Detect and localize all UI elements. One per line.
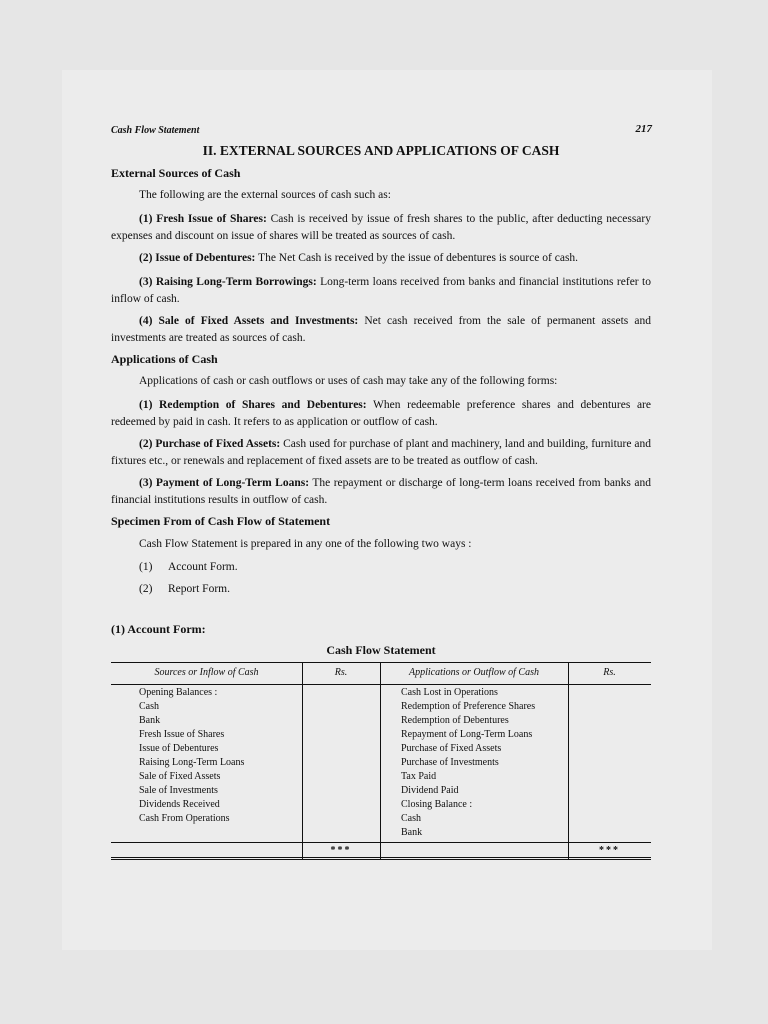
- table-row: Cash Lost in Operations: [401, 687, 498, 698]
- table-row: Issue of Debentures: [139, 743, 219, 754]
- applications-intro: Applications of cash or cash outflows or uses of cash may take any of the following forms:: [139, 375, 558, 387]
- table-row: Dividend Paid: [401, 785, 459, 796]
- table-row: Purchase of Fixed Assets: [401, 743, 502, 754]
- source-item-text: Cash is received by issue of fresh shares to the public, after deducting necessary expenses and discount on issue of shares will be treated as sources of cash.: [111, 213, 651, 242]
- table-row: Raising Long-Term Loans: [139, 757, 245, 768]
- application-item-3: [111, 475, 651, 509]
- specimen-way-2: [139, 583, 230, 595]
- source-item-2: [111, 250, 651, 267]
- table-row: Dividends Received: [139, 799, 220, 810]
- specimen-heading: Specimen From of Cash Flow of Statement: [111, 514, 331, 528]
- specimen-intro: Cash Flow Statement is prepared in any one of the following two ways :: [139, 538, 472, 550]
- table-row: Redemption of Debentures: [401, 715, 509, 726]
- column-header-applications: Applications or Outflow of Cash: [408, 667, 539, 678]
- sources-list: [139, 686, 244, 826]
- page-number: 217: [635, 123, 652, 135]
- table-bottom-rule: [111, 857, 651, 858]
- table-column-divider: [380, 662, 381, 859]
- source-item-text: Long-term loans received from banks and financial institutions refer to inflow of cash.: [111, 276, 651, 305]
- source-item-1: [111, 211, 651, 245]
- table-row: Sale of Investments: [139, 785, 218, 796]
- application-item-text: Cash used for purchase of plant and machinery, land and building, furniture and fixtures etc., or renewals and replacement of fixed assets are to be treated as outflow of cash.: [111, 438, 651, 467]
- table-top-rule: [111, 662, 651, 663]
- table-column-divider: [568, 662, 569, 859]
- total-left: ***: [330, 845, 352, 856]
- application-item-text: The repayment or discharge of long-term loans received from banks and financial institutions results in outflow of cash.: [111, 477, 651, 506]
- table-row: Cash: [401, 813, 421, 824]
- way-number: (2): [139, 583, 153, 595]
- running-title: Cash Flow Statement: [111, 125, 200, 136]
- column-header-rs-left: Rs.: [334, 667, 348, 678]
- table-row: Closing Balance :: [401, 799, 473, 810]
- table-row: Cash From Operations: [139, 813, 230, 824]
- table-row: Sale of Fixed Assets: [139, 771, 221, 782]
- application-item-text: When redeemable preference shares and debentures are redeemed by paid in cash. It refers to as application or outflow of cash.: [111, 399, 651, 428]
- source-item-4: [111, 313, 651, 347]
- table-bottom-double-rule: [111, 859, 651, 860]
- table-row: Fresh Issue of Shares: [139, 729, 225, 740]
- application-item-1: [111, 397, 651, 431]
- table-row: Redemption of Preference Shares: [401, 701, 536, 712]
- column-header-sources: Sources or Inflow of Cash: [154, 667, 259, 678]
- table-row: Purchase of Investments: [401, 757, 499, 768]
- external-sources-intro: The following are the external sources of cash such as:: [139, 189, 391, 201]
- table-row: Bank: [401, 827, 423, 838]
- table-row: Tax Paid: [401, 771, 437, 782]
- source-item-label: (2) Issue of Debentures:: [139, 252, 256, 264]
- external-sources-heading: External Sources of Cash: [111, 166, 241, 180]
- way-text: Report Form.: [168, 583, 230, 595]
- column-header-rs-right: Rs.: [603, 667, 616, 678]
- source-item-text: Net cash received from the sale of permanent assets and investments are treated as sources of cash.: [111, 315, 651, 344]
- application-item-label: (1) Redemption of Shares and Debentures:: [139, 399, 367, 411]
- table-row: Bank: [139, 715, 161, 726]
- table-row: Repayment of Long-Term Loans: [401, 729, 533, 740]
- table-row: Cash: [139, 701, 159, 712]
- application-item-2: [111, 436, 651, 470]
- applications-heading: Applications of Cash: [111, 352, 218, 366]
- total-right: ***: [599, 845, 620, 856]
- table-total-rule: [111, 842, 651, 843]
- section-title: II. EXTERNAL SOURCES AND APPLICATIONS OF CASH: [202, 143, 560, 158]
- application-item-label: (3) Payment of Long-Term Loans:: [139, 477, 310, 489]
- way-number: (1): [139, 561, 153, 573]
- source-item-text: The Net Cash is received by the issue of debentures is source of cash.: [255, 252, 579, 264]
- way-text: Account Form.: [168, 561, 238, 573]
- cash-flow-table: [111, 662, 651, 859]
- source-item-label: (3) Raising Long-Term Borrowings:: [139, 276, 317, 288]
- source-item-label: (1) Fresh Issue of Shares:: [139, 213, 267, 225]
- specimen-way-1: [139, 561, 238, 573]
- applications-list: [401, 686, 535, 840]
- cash-flow-table-title: Cash Flow Statement: [326, 643, 436, 657]
- application-item-label: (2) Purchase of Fixed Assets:: [139, 438, 281, 450]
- table-column-divider: [302, 662, 303, 859]
- source-item-label: (4) Sale of Fixed Assets and Investments:: [139, 315, 359, 327]
- account-form-heading: (1) Account Form:: [111, 622, 206, 636]
- table-header-rule: [111, 684, 651, 685]
- table-row: Opening Balances :: [139, 687, 218, 698]
- source-item-3: [111, 274, 651, 308]
